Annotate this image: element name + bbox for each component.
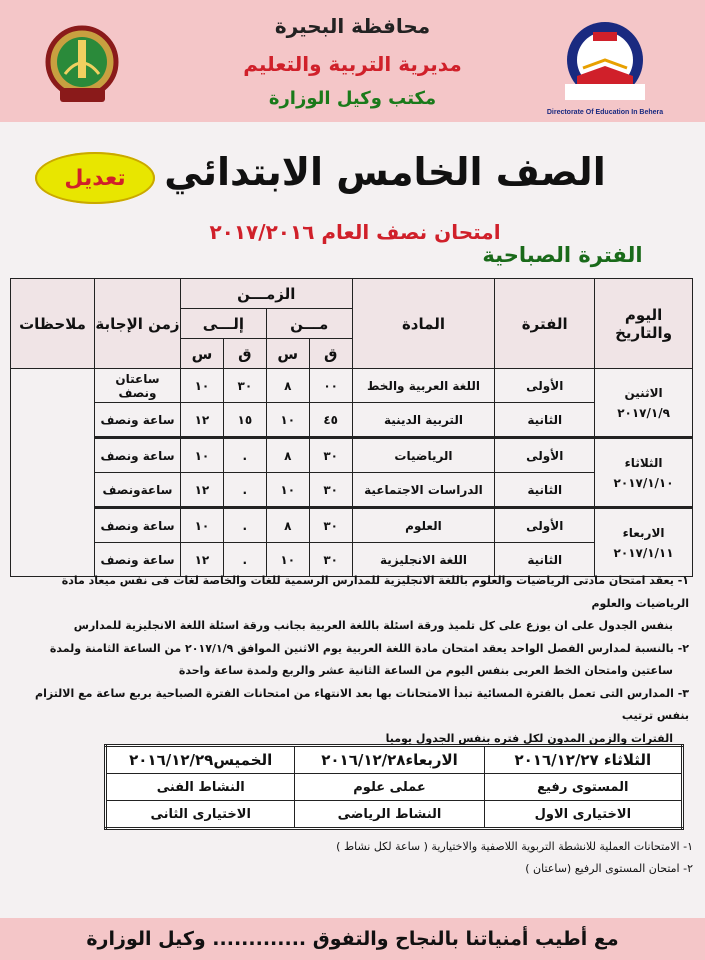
day-date-cell bbox=[595, 508, 693, 577]
directorate-logo bbox=[545, 18, 665, 118]
day-label: الاربعاء bbox=[622, 525, 665, 540]
header-subject: المادة bbox=[352, 279, 495, 369]
day-label: الثلاثاء bbox=[624, 455, 663, 470]
header-time: الزمـــن bbox=[180, 279, 352, 309]
note-line: ٢- بالنسبة لمدارس الفصل الواحد يعقد امتحان مادة اللغة العربية يوم الاثنين الموافق ٢٠١٧/١/٩ من الساعة الثامنة ولمدة bbox=[49, 641, 689, 655]
header-from-minute: ق bbox=[309, 339, 352, 369]
from-minute-cell: ٠٠ bbox=[309, 369, 352, 403]
to-hour-cell: ١٢ bbox=[180, 403, 223, 438]
session-cell: الأولى bbox=[495, 438, 595, 473]
from-hour-cell: ٨ bbox=[266, 438, 309, 473]
header-from-hour: س bbox=[266, 339, 309, 369]
subject-cell: الدراسات الاجتماعية bbox=[352, 473, 495, 508]
governorate-label: محافظة البحيرة bbox=[274, 14, 431, 38]
table-row bbox=[106, 774, 683, 801]
header-day-date: اليوم والتاريخ bbox=[595, 279, 693, 369]
office-label: مكتب وكيل الوزارة bbox=[268, 88, 437, 109]
note-line: الفترات والزمن المدون لكل فتره بنفس الجدول يوميا bbox=[385, 731, 673, 745]
to-hour-cell: ١٢ bbox=[180, 473, 223, 508]
to-minute-cell: ١٥ bbox=[223, 403, 266, 438]
duration-cell: ساعة ونصف bbox=[95, 543, 181, 577]
table-row bbox=[11, 508, 693, 543]
table-row bbox=[11, 473, 693, 508]
table-row bbox=[11, 403, 693, 438]
header-to-minute: ق bbox=[223, 339, 266, 369]
duration-cell: ساعةونصف bbox=[95, 473, 181, 508]
header-to-hour: س bbox=[180, 339, 223, 369]
activities-table bbox=[104, 744, 684, 830]
activity-date-cell: الاربعاء٢٠١٦/١٢/٢٨ bbox=[295, 746, 484, 774]
subject-cell: العلوم bbox=[352, 508, 495, 543]
to-hour-cell: ١٠ bbox=[180, 508, 223, 543]
duration-cell: ساعة ونصف bbox=[95, 508, 181, 543]
header-session: الفترة bbox=[495, 279, 595, 369]
amendment-badge: تعديل bbox=[35, 152, 155, 204]
from-minute-cell: ٣٠ bbox=[309, 473, 352, 508]
subject-cell: الرياضيات bbox=[352, 438, 495, 473]
from-hour-cell: ١٠ bbox=[266, 473, 309, 508]
page-header bbox=[0, 0, 705, 122]
header-to: إلـــى bbox=[180, 309, 266, 339]
activity-cell: الاختيارى الاول bbox=[484, 801, 682, 829]
footer-banner: مع أطيب أمنياتنا بالنجاح والتفوق ............. وكيل الوزارة bbox=[0, 918, 705, 960]
session-cell: الأولى bbox=[495, 508, 595, 543]
note-line: ساعتين وامتحان الخط العربى بنفس اليوم من الساعة الثانية عشر والربع ولمدة ساعة واحدة bbox=[178, 664, 673, 677]
to-hour-cell: ١٠ bbox=[180, 369, 223, 403]
page-title: الصف الخامس الابتدائي bbox=[164, 150, 606, 194]
date-label: ٢٠١٧/١/٩ bbox=[617, 405, 670, 420]
activity-date-cell: الخميس٢٠١٦/١٢/٢٩ bbox=[106, 746, 295, 774]
duration-cell: ساعة ونصف bbox=[95, 403, 181, 438]
to-hour-cell: ١٠ bbox=[180, 438, 223, 473]
activity-date-cell: الثلاثاء ٢٠١٦/١٢/٢٧ bbox=[484, 746, 682, 774]
header-notes: ملاحظات bbox=[11, 279, 95, 369]
governorate-logo bbox=[45, 22, 120, 107]
activity-cell: النشاط الفنى bbox=[106, 774, 295, 801]
from-hour-cell: ١٠ bbox=[266, 403, 309, 438]
date-label: ٢٠١٧/١/١٠ bbox=[613, 475, 674, 490]
activity-cell: المستوى رفيع bbox=[484, 774, 682, 801]
day-date-cell bbox=[595, 438, 693, 508]
date-label: ٢٠١٧/١/١١ bbox=[613, 545, 674, 560]
duration-cell: ساعتان ونصف bbox=[95, 369, 181, 403]
session-cell: الثانية bbox=[495, 473, 595, 508]
from-minute-cell: ٤٥ bbox=[309, 403, 352, 438]
from-minute-cell: ٣٠ bbox=[309, 508, 352, 543]
footnote-line: ١- الامتحانات العملية للانشطة التربوية اللاصفية والاختيارية ( ساعة لكل نشاط ) bbox=[336, 840, 693, 853]
activity-cell: النشاط الرياضى bbox=[295, 801, 484, 829]
header-duration: زمن الإجابة bbox=[95, 279, 181, 369]
subject-cell: اللغة العربية والخط bbox=[352, 369, 495, 403]
activity-cell: الاختيارى الثانى bbox=[106, 801, 295, 829]
activity-cell: عملى علوم bbox=[295, 774, 484, 801]
to-minute-cell: . bbox=[223, 473, 266, 508]
session-cell: الثانية bbox=[495, 543, 595, 577]
subject-cell: اللغة الانجليزية bbox=[352, 543, 495, 577]
to-minute-cell: . bbox=[223, 543, 266, 577]
from-hour-cell: ٨ bbox=[266, 508, 309, 543]
table-row bbox=[11, 438, 693, 473]
footnotes bbox=[13, 836, 693, 880]
from-hour-cell: ١٠ bbox=[266, 543, 309, 577]
exam-schedule-table bbox=[10, 278, 693, 577]
notes-cell bbox=[11, 369, 95, 577]
subject-cell: التربية الدينية bbox=[352, 403, 495, 438]
notes-section bbox=[9, 570, 689, 750]
to-minute-cell: . bbox=[223, 508, 266, 543]
to-minute-cell: ٣٠ bbox=[223, 369, 266, 403]
footnote-line: ٢- امتحان المستوى الرفيع (ساعتان ) bbox=[525, 862, 693, 875]
day-date-cell bbox=[595, 369, 693, 438]
from-minute-cell: ٣٠ bbox=[309, 543, 352, 577]
session-cell: الثانية bbox=[495, 403, 595, 438]
period-label: الفترة الصباحية bbox=[482, 243, 643, 267]
to-minute-cell: . bbox=[223, 438, 266, 473]
note-line: ٣- المدارس التى تعمل بالفترة المسائية تبدأ الامتحانات بها بعد الانتهاء من امتحانات الفترة الصباحية بربع ساعة مع الالتزام بنفس ترتيب bbox=[35, 686, 689, 722]
session-cell: الأولى bbox=[495, 369, 595, 403]
to-hour-cell: ١٢ bbox=[180, 543, 223, 577]
table-row bbox=[106, 801, 683, 829]
directorate-logo-caption: Directorate Of Education In Behera bbox=[546, 109, 664, 116]
from-hour-cell: ٨ bbox=[266, 369, 309, 403]
table-row bbox=[11, 369, 693, 403]
note-line: بنفس الجدول على ان يوزع على كل تلميذ ورقة اسئلة باللغة العربية بجانب ورقة اسئلة اللغة الانجليزية للمدارس bbox=[73, 619, 673, 632]
duration-cell: ساعة ونصف bbox=[95, 438, 181, 473]
day-label: الاثنين bbox=[624, 385, 663, 400]
note-line: ١- يعقد امتحان مادتى الرياضيات والعلوم باللغة الانجليزية للمدارس الرسمية للغات والخاصة لغات فى نفس ميعاد مادة الرياضيات والعلوم bbox=[61, 574, 689, 610]
table-row bbox=[106, 746, 683, 774]
directorate-label: مديرية التربية والتعليم bbox=[243, 52, 462, 76]
from-minute-cell: ٣٠ bbox=[309, 438, 352, 473]
header-from: مـــن bbox=[266, 309, 352, 339]
exam-subtitle: امتحان نصف العام ٢٠١٧/٢٠١٦ bbox=[209, 220, 501, 244]
